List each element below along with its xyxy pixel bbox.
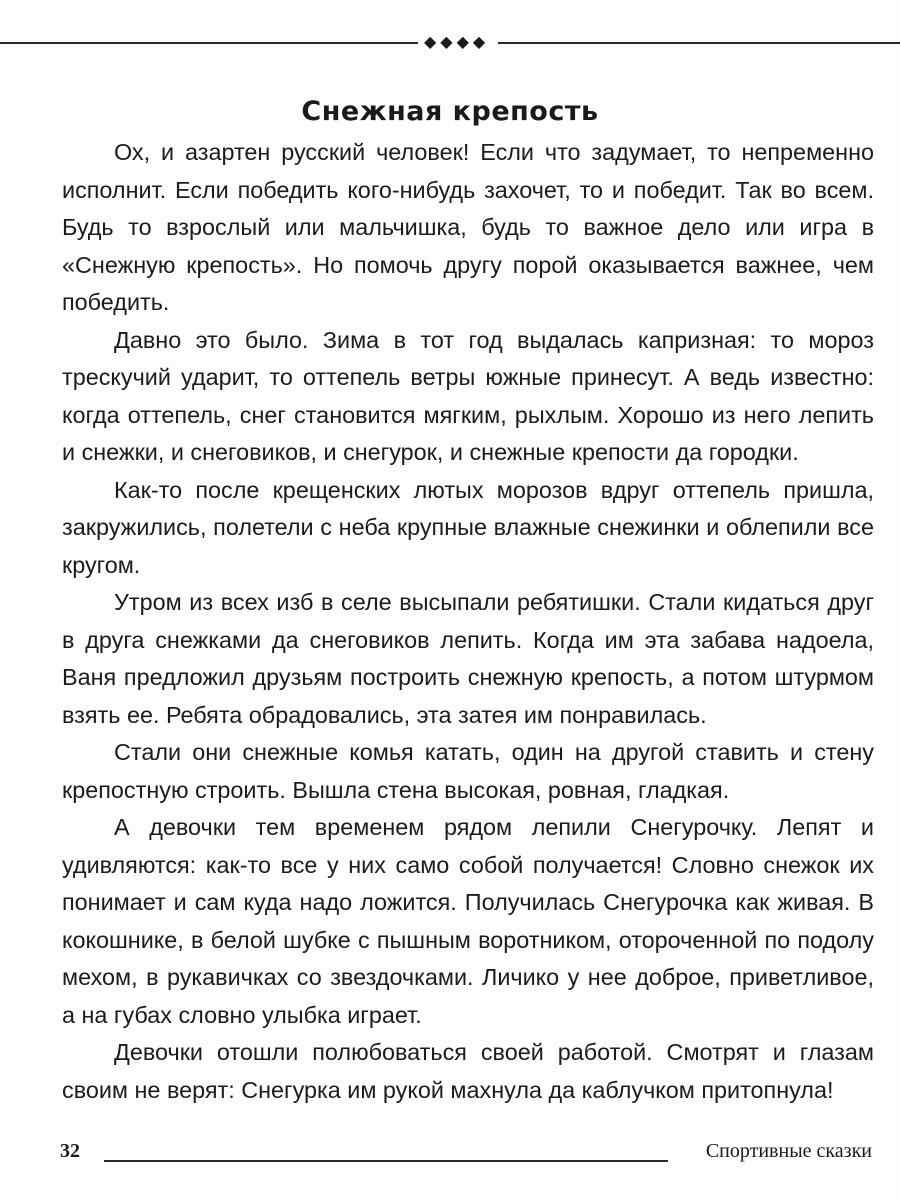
top-rule-left-line	[0, 42, 418, 44]
paragraph-1: Ох, и азартен русский человек! Если что задумает, то непременно исполнит. Если победить кого-нибудь захочет, то и победит. Так во всем. Будь то взрослый или мальчишка, будь то важное дело или игра в «Снежную крепость». Но помочь другу порой оказывается важнее, чем победить.	[62, 139, 874, 315]
footer-rule	[104, 1160, 668, 1162]
top-rule-right-line	[498, 42, 900, 44]
story-body	[62, 134, 874, 1109]
page-footer	[0, 1140, 900, 1170]
top-ornament-rule	[0, 36, 900, 50]
paragraph-3: Как-то после крещенских лютых морозов вдруг оттепель пришла, закружились, полетели с неба крупные влажные снежинки и облепили все кругом.	[62, 476, 874, 578]
paragraph-7: Девочки отошли полюбоваться своей работой. Смотрят и глазам своим не верят: Снегурка им рукой махнула да каблучком притопнула!	[62, 1039, 874, 1103]
paragraph-4: Утром из всех изб в селе высыпали ребятишки. Стали кидаться друг в друга снежками да снеговиков лепить. Когда им эта забава надоела, Ваня предложил друзьям построить снежную крепость, а потом штурмом взять ее. Ребята обрадовались, эта затея им понравилась.	[62, 589, 874, 728]
page-number: 32	[60, 1140, 80, 1162]
section-name: Спортивные сказки	[705, 1140, 872, 1162]
paragraph-5: Стали они снежные комья катать, один на другой ставить и стену крепостную строить. Вышла стена высокая, ровная, гладкая.	[62, 739, 874, 803]
paragraph-6: А девочки тем временем рядом лепили Снегурочку. Лепят и удивляются: как-то все у них само собой получается! Словно снежок их понимает и сам куда надо ложится. Получилась Снегурочка как живая. В кокошнике, в белой шубке с пышным воротником, отороченной по подолу мехом, в рукавичках со звездочками. Личико у нее доброе, приветливое, а на губах словно улыбка играет.	[62, 814, 874, 1028]
story-title: Снежная крепость	[301, 96, 599, 128]
paragraph-2: Давно это было. Зима в тот год выдалась капризная: то мороз трескучий ударит, то оттепель ветры южные принесут. А ведь известно: когда оттепель, снег становится мягким, рыхлым. Хорошо из него лепить и снежки, и снеговиков, и снегурок, и снежные крепости да городки.	[62, 326, 874, 465]
diamond-ornament-icon: ◆◆◆◆	[424, 34, 490, 51]
